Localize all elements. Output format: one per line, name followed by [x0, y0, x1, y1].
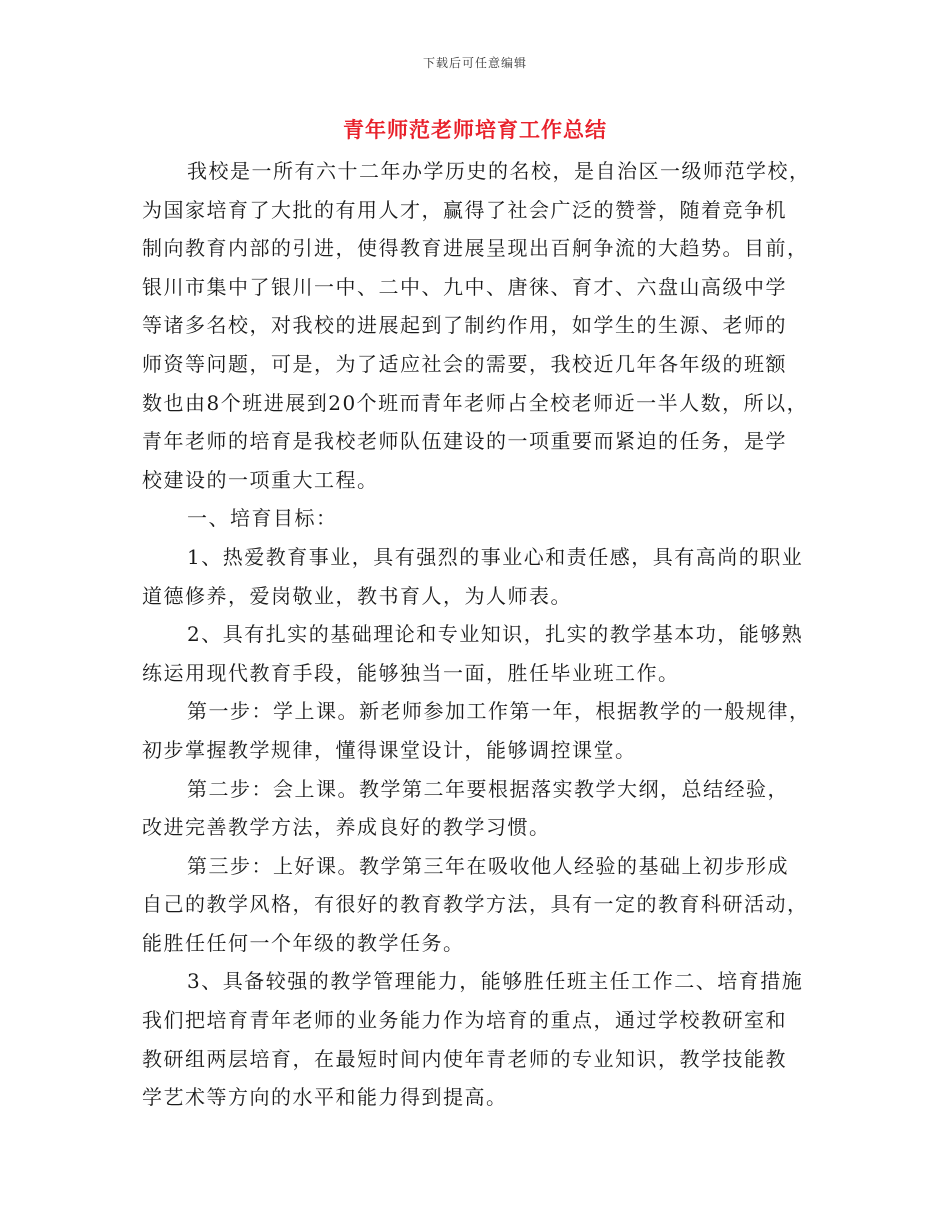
text-line: 第一步：学上课。新老师参加工作第一年，根据教学的一般规律， — [187, 699, 811, 724]
text-line: 2、具有扎实的基础理论和专业知识，扎实的教学基本功，能够熟 — [187, 622, 804, 647]
text-line: 我们把培育青年老师的业务能力作为培育的重点，通过学校教研室和 — [142, 1008, 787, 1033]
text-line: 初步掌握教学规律，懂得课堂设计，能够调控课堂。 — [142, 737, 637, 762]
text-line: 改进完善教学方法，养成良好的教学习惯。 — [142, 815, 551, 840]
document-title: 青年师范老师培育工作总结 — [343, 118, 607, 142]
text-line: 为国家培育了大批的有用人才，赢得了社会广泛的赞誉，随着竞争机 — [142, 197, 787, 222]
text-line: 3、具备较强的教学管理能力，能够胜任班主任工作二、培育措施 — [187, 969, 804, 994]
text-line: 第二步：会上课。教学第二年要根据落实教学大纲，总结经验， — [187, 776, 789, 801]
text-line: 制向教育内部的引进，使得教育进展呈现出百舸争流的大趋势。目前， — [142, 236, 809, 261]
text-line: 数也由8个班进展到20个班而青年老师占全校老师近一半人数，所以， — [142, 390, 809, 415]
text-line: 师资等问题，可是，为了适应社会的需要，我校近几年各年级的班额 — [142, 351, 787, 376]
text-line: 能胜任任何一个年级的教学任务。 — [142, 930, 465, 955]
text-line: 我校是一所有六十二年办学历史的名校，是自治区一级师范学校， — [187, 159, 811, 183]
text-line: 学艺术等方向的水平和能力得到提高。 — [142, 1085, 508, 1110]
text-line: 青年老师的培育是我校老师队伍建设的一项重要而紧迫的任务，是学 — [142, 429, 787, 454]
text-line: 自己的教学风格，有很好的教育教学方法，具有一定的教育科研活动， — [142, 892, 809, 917]
page-header-note: 下载后可任意编辑 — [422, 56, 527, 70]
text-line: 练运用现代教育手段，能够独当一面，胜任毕业班工作。 — [142, 660, 680, 685]
text-line: 一、培育目标： — [187, 506, 338, 531]
text-line: 1、热爱教育事业，具有强烈的事业心和责任感，具有高尚的职业 — [187, 544, 804, 569]
text-line: 道德修养，爱岗敬业，教书育人，为人师表。 — [142, 583, 572, 608]
text-line: 第三步：上好课。教学第三年在吸收他人经验的基础上初步形成 — [187, 853, 789, 878]
text-line: 银川市集中了银川一中、二中、九中、唐徕、育才、六盘山高级中学 — [142, 274, 787, 299]
text-line: 教研组两层培育，在最短时间内使年青老师的专业知识，教学技能教 — [142, 1046, 787, 1071]
text-line: 等诸多名校，对我校的进展起到了制约作用，如学生的生源、老师的 — [142, 313, 787, 338]
text-line: 校建设的一项重大工程。 — [142, 467, 379, 492]
document-body — [142, 152, 810, 1117]
